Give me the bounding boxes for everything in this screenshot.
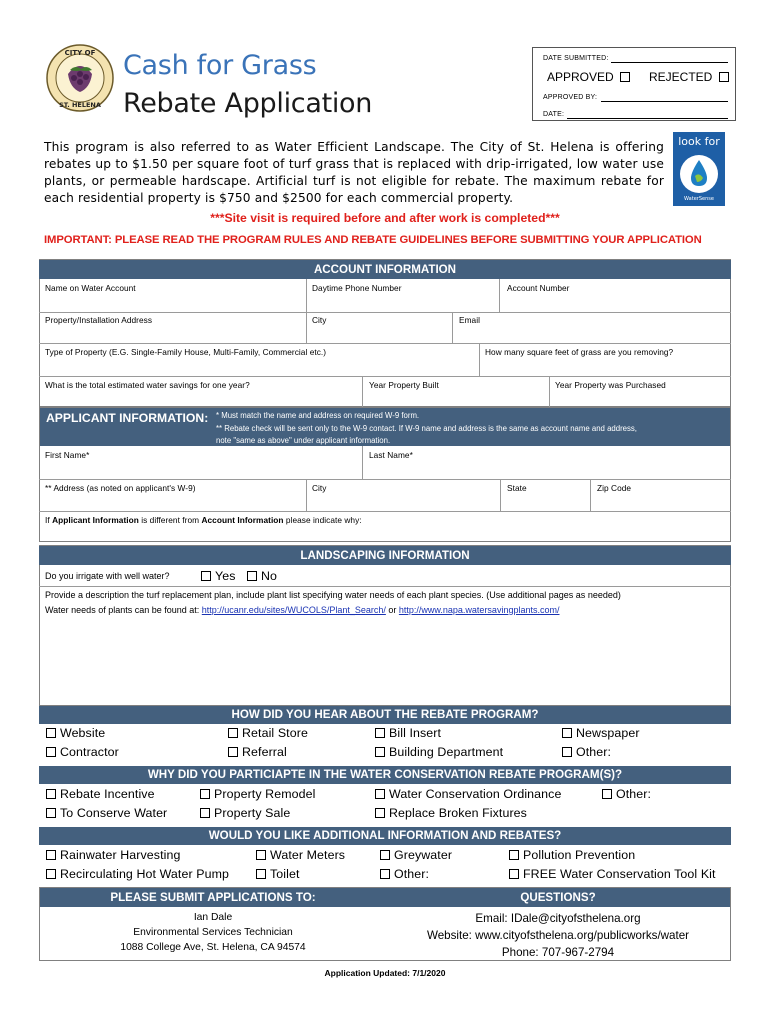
applicant-note-2: ** Rebate check will be sent only to the W-9 contact. If W-9 name and address is the same as account name and address, [216, 424, 637, 433]
checkbox[interactable] [256, 850, 266, 860]
checkbox[interactable] [46, 808, 56, 818]
checkbox[interactable] [375, 789, 385, 799]
checkbox[interactable] [375, 728, 385, 738]
contact-website: Website: www.cityofsthelena.org/publicworks/water [426, 929, 690, 942]
checkbox[interactable] [375, 808, 385, 818]
no-checkbox[interactable] [247, 571, 257, 581]
date-submitted-label: DATE SUBMITTED: [543, 55, 609, 62]
wucols-link[interactable]: http://ucanr.edu/sites/WUCOLS/Plant_Search/ [201, 605, 386, 615]
option-label: Building Department [389, 745, 504, 759]
option-label: Property Remodel [214, 787, 316, 801]
approved-option[interactable] [547, 70, 634, 84]
add-rainwater[interactable] [46, 848, 180, 862]
landscaping-heading: LANDSCAPING INFORMATION [39, 546, 731, 565]
important-notice: IMPORTANT: PLEASE READ THE PROGRAM RULES AND REBATE GUIDELINES BEFORE SUBMITTING YOUR APPLICATION [44, 234, 702, 246]
well-water-yes[interactable] [201, 569, 236, 583]
additional-info-heading: WOULD YOU LIKE ADDITIONAL INFORMATION AND REBATES? [39, 827, 731, 845]
account-number-field[interactable]: Account Number [507, 283, 570, 293]
hear-referral[interactable] [228, 745, 287, 759]
option-label: FREE Water Conservation Tool Kit [523, 867, 716, 881]
applicant-zip-field[interactable]: Zip Code [597, 483, 632, 493]
turf-plan-textarea[interactable] [41, 620, 729, 704]
add-toilet[interactable] [256, 867, 300, 881]
watersense-look-for: look for [678, 135, 720, 148]
option-label: Other: [576, 745, 612, 759]
different-info-field[interactable] [45, 515, 362, 525]
why-replace-fixtures[interactable] [375, 806, 527, 820]
mailing-address: 1088 College Ave, St. Helena, CA 94574 [120, 942, 306, 953]
checkbox[interactable] [200, 808, 210, 818]
option-label: Other: [394, 867, 430, 881]
date-submitted-line[interactable] [611, 62, 728, 63]
no-label: No [261, 569, 278, 583]
checkbox[interactable] [380, 850, 390, 860]
why-water-ordinance[interactable] [375, 787, 561, 801]
approved-checkbox[interactable] [620, 72, 630, 82]
hear-bill-insert[interactable] [375, 726, 441, 740]
updated-date: Application Updated: 7/1/2020 [324, 968, 446, 978]
submit-address [40, 910, 386, 955]
contact-name: Ian Dale [193, 912, 233, 923]
napa-link[interactable]: http://www.napa.watersavingplants.com/ [398, 605, 560, 615]
yes-checkbox[interactable] [201, 571, 211, 581]
hear-contractor[interactable] [46, 745, 119, 759]
checkbox[interactable] [380, 869, 390, 879]
rejected-checkbox[interactable] [719, 72, 729, 82]
account-city-field[interactable]: City [312, 315, 327, 325]
add-water-meters[interactable] [256, 848, 345, 862]
applicant-city-field[interactable]: City [312, 483, 327, 493]
option-label: Referral [242, 745, 287, 759]
property-type-field[interactable]: Type of Property (E.G. Single-Family House, Multi-Family, Commercial etc.) [45, 347, 327, 357]
hear-newspaper[interactable] [562, 726, 640, 740]
description-instructions: Provide a description the turf replacement plan, include plant list specifying water needs of each plant species. (Use additional pages as needed) [45, 590, 621, 600]
option-label: Property Sale [214, 806, 291, 820]
add-pollution-prevention[interactable] [509, 848, 635, 862]
different-bold-applicant: Applicant Information [52, 515, 139, 525]
water-savings-field[interactable]: What is the total estimated water savings for one year? [45, 380, 250, 390]
add-recirculating-pump[interactable] [46, 867, 229, 881]
option-label: Greywater [394, 848, 453, 862]
option-label: To Conserve Water [60, 806, 168, 820]
or-text: or [385, 605, 399, 615]
form-title-line2: Rebate Application [123, 88, 373, 119]
option-label: Replace Broken Fixtures [389, 806, 527, 820]
date-line[interactable] [567, 118, 728, 119]
add-other[interactable] [380, 867, 429, 881]
daytime-phone-field[interactable]: Daytime Phone Number [312, 283, 402, 293]
seal-text-top: CITY OF [64, 49, 96, 57]
hear-retail-store[interactable] [228, 726, 308, 740]
option-label: Bill Insert [389, 726, 442, 740]
approved-by-line[interactable] [601, 101, 728, 102]
option-label: Water Conservation Ordinance [389, 787, 562, 801]
add-tool-kit[interactable] [509, 867, 716, 881]
square-feet-field[interactable]: How many square feet of grass are you removing? [485, 347, 674, 357]
option-label: Recirculating Hot Water Pump [60, 867, 229, 881]
questions-contact [386, 910, 730, 961]
watersense-brand: WaterSense [684, 196, 714, 202]
seal-text-bottom: ST. HELENA [59, 101, 101, 109]
different-bold-account: Account Information [201, 515, 284, 525]
well-water-question: Do you irrigate with well water? [45, 571, 170, 581]
add-greywater[interactable] [380, 848, 452, 862]
last-name-field[interactable]: Last Name* [369, 450, 413, 460]
water-needs-line [45, 605, 559, 615]
account-info-heading: ACCOUNT INFORMATION [39, 260, 731, 279]
option-label: Retail Store [242, 726, 308, 740]
applicant-info-heading: APPLICANT INFORMATION: [46, 411, 209, 425]
checkbox[interactable] [46, 789, 56, 799]
approved-by-label: APPROVED BY: [543, 94, 598, 101]
hear-about-heading: HOW DID YOU HEAR ABOUT THE REBATE PROGRAM? [39, 706, 731, 724]
checkbox[interactable] [46, 869, 56, 879]
email-field[interactable]: Email [459, 315, 480, 325]
checkbox[interactable] [228, 747, 238, 757]
why-property-sale[interactable] [200, 806, 290, 820]
different-mid: is different from [138, 515, 202, 525]
why-property-remodel[interactable] [200, 787, 315, 801]
option-label: Other: [616, 787, 652, 801]
checkbox[interactable] [256, 869, 266, 879]
rejected-label: REJECTED [649, 70, 713, 84]
yes-label: Yes [215, 569, 236, 583]
option-label: Rebate Incentive [60, 787, 155, 801]
checkbox[interactable] [46, 850, 56, 860]
different-prefix: If [45, 515, 53, 525]
approved-label: APPROVED [547, 70, 614, 84]
year-purchased-field[interactable]: Year Property was Purchased [555, 380, 666, 390]
option-label: Water Meters [270, 848, 346, 862]
applicant-address-field[interactable]: ** Address (as noted on applicant's W-9) [45, 483, 196, 493]
checkbox[interactable] [509, 869, 519, 879]
first-name-field[interactable]: First Name* [45, 450, 90, 460]
hear-website[interactable] [46, 726, 105, 740]
contact-email: Email: IDale@cityofsthelena.org [475, 912, 641, 925]
property-address-field[interactable]: Property/Installation Address [45, 315, 153, 325]
applicant-note-3: note "same as above" under applicant information. [216, 436, 391, 445]
checkbox[interactable] [602, 789, 612, 799]
checkbox[interactable] [562, 747, 572, 757]
checkbox[interactable] [200, 789, 210, 799]
why-conserve-water[interactable] [46, 806, 167, 820]
checkbox[interactable] [562, 728, 572, 738]
submit-heading: PLEASE SUBMIT APPLICATIONS TO: [40, 888, 386, 907]
contact-phone: Phone: 707-967-2794 [501, 946, 615, 959]
option-label: Newspaper [576, 726, 640, 740]
contact-title: Environmental Services Technician [133, 927, 293, 938]
name-on-account-field[interactable]: Name on Water Account [45, 283, 136, 293]
option-label: Rainwater Harvesting [60, 848, 181, 862]
why-rebate-incentive[interactable] [46, 787, 155, 801]
form-title-line1: Cash for Grass [123, 50, 317, 81]
date-label: DATE: [543, 111, 565, 118]
applicant-note-1: * Must match the name and address on required W-9 form. [216, 411, 420, 420]
why-participate-heading: WHY DID YOU PARTICIAPTE IN THE WATER CONSERVATION REBATE PROGRAM(S)? [39, 766, 731, 784]
checkbox[interactable] [228, 728, 238, 738]
why-other[interactable] [602, 787, 651, 801]
site-visit-notice: ***Site visit is required before and after work is completed*** [210, 211, 560, 225]
applicant-state-field[interactable]: State [507, 483, 527, 493]
watersense-logo [673, 132, 725, 206]
rejected-option[interactable] [649, 70, 733, 84]
questions-heading: QUESTIONS? [386, 888, 730, 907]
different-suffix: please indicate why: [283, 515, 362, 525]
well-water-no[interactable] [247, 569, 277, 583]
water-needs-label: Water needs of plants can be found at: [45, 605, 202, 615]
city-seal-logo [46, 44, 114, 112]
checkbox[interactable] [375, 747, 385, 757]
option-label: Contractor [60, 745, 119, 759]
hear-other[interactable] [562, 745, 611, 759]
checkbox[interactable] [46, 747, 56, 757]
checkbox[interactable] [509, 850, 519, 860]
office-use-box [532, 47, 736, 121]
year-built-field[interactable]: Year Property Built [369, 380, 439, 390]
option-label: Pollution Prevention [523, 848, 636, 862]
program-description: This program is also referred to as Water Efficient Landscape. The City of St. Helena is offering rebates up to $1.50 per square foot of turf grass that is replaced with drip-irrigated, low water use plants, or permeable hardscape. Artificial turf is not eligible for rebate. The maximum rebate for each residential property is $750 and $2500 for each commercial property. [44, 140, 664, 205]
hear-building-department[interactable] [375, 745, 503, 759]
option-label: Website [60, 726, 106, 740]
option-label: Toilet [270, 867, 300, 881]
checkbox[interactable] [46, 728, 56, 738]
